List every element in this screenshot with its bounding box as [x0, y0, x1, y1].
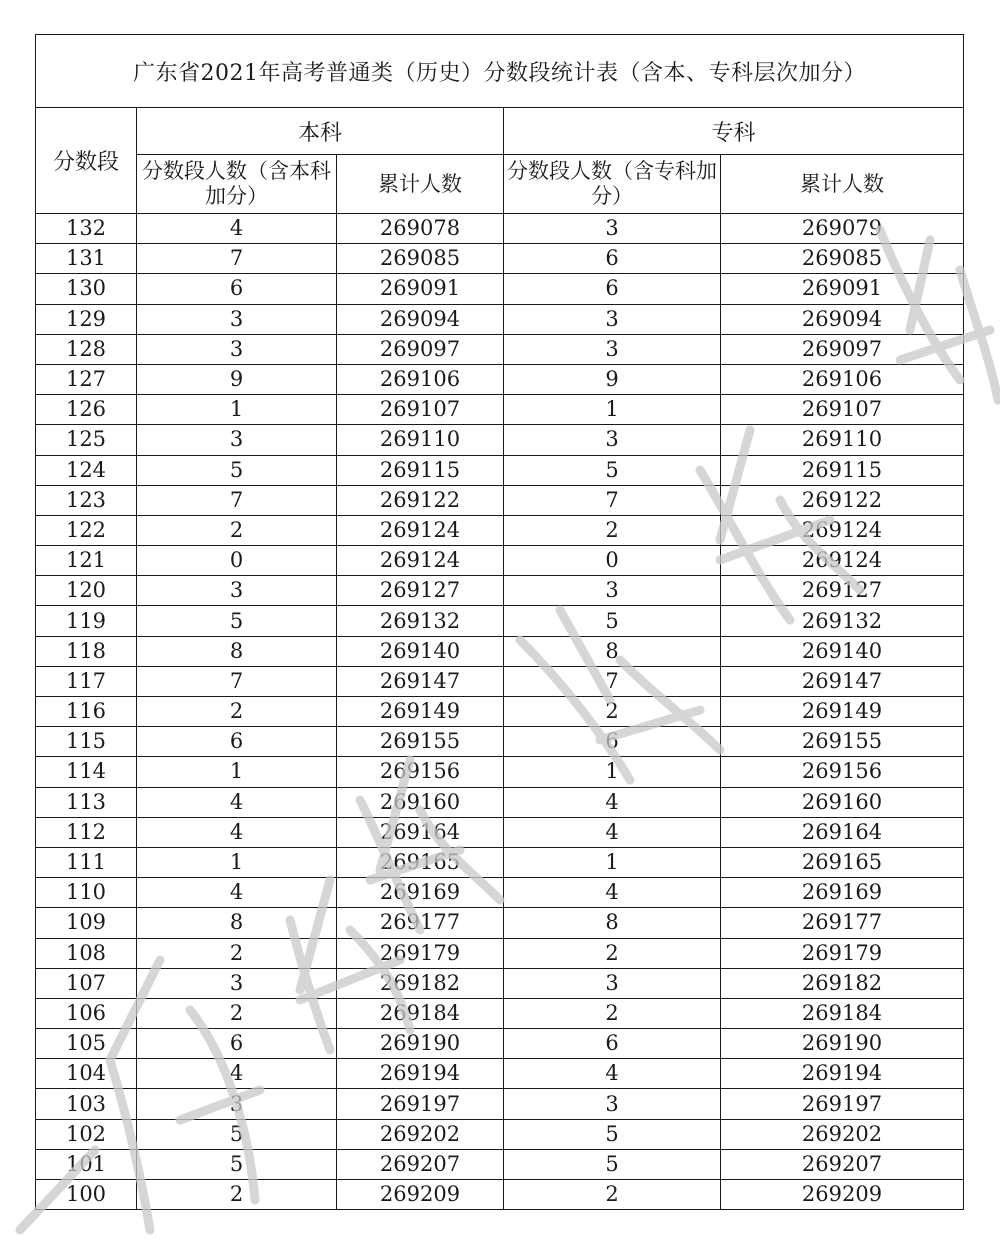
zhuanke-count-cell: 1 [504, 757, 721, 787]
zhuanke-cumulative-cell: 269197 [721, 1089, 964, 1119]
benke-cumulative-cell: 269160 [337, 787, 504, 817]
table-row [36, 606, 964, 636]
zhuanke-cumulative-cell: 269124 [721, 515, 964, 545]
table-row [36, 455, 964, 485]
table-row [36, 727, 964, 757]
zhuanke-count-cell: 4 [504, 878, 721, 908]
zhuanke-cumulative-cell: 269107 [721, 395, 964, 425]
benke-count-cell: 0 [137, 546, 337, 576]
zhuanke-cumulative-cell: 269140 [721, 636, 964, 666]
table-row [36, 364, 964, 394]
benke-cumulative-cell: 269190 [337, 1029, 504, 1059]
zhuanke-cumulative-cell: 269132 [721, 606, 964, 636]
benke-count-cell: 7 [137, 244, 337, 274]
benke-count-cell: 4 [137, 817, 337, 847]
zhuanke-cumulative-cell: 269209 [721, 1180, 964, 1210]
table-row [36, 515, 964, 545]
table-row [36, 1119, 964, 1149]
score-cell: 127 [36, 364, 137, 394]
table-row [36, 244, 964, 274]
score-cell: 102 [36, 1119, 137, 1149]
benke-count-cell: 3 [137, 968, 337, 998]
zhuanke-cumulative-cell: 269177 [721, 908, 964, 938]
table-row [36, 485, 964, 515]
header-zhuanke: 专科 [504, 108, 964, 155]
score-cell: 101 [36, 1149, 137, 1179]
table-row [36, 697, 964, 727]
zhuanke-count-cell: 2 [504, 697, 721, 727]
zhuanke-count-cell: 5 [504, 1149, 721, 1179]
benke-count-cell: 2 [137, 938, 337, 968]
benke-count-cell: 2 [137, 697, 337, 727]
zhuanke-cumulative-cell: 269165 [721, 847, 964, 877]
table-row [36, 1089, 964, 1119]
zhuanke-cumulative-cell: 269127 [721, 576, 964, 606]
zhuanke-count-cell: 3 [504, 304, 721, 334]
table-row [36, 666, 964, 696]
zhuanke-cumulative-cell: 269115 [721, 455, 964, 485]
zhuanke-count-cell: 4 [504, 1059, 721, 1089]
zhuanke-cumulative-cell: 269156 [721, 757, 964, 787]
score-cell: 122 [36, 515, 137, 545]
benke-count-cell: 5 [137, 1119, 337, 1149]
zhuanke-count-cell: 7 [504, 666, 721, 696]
benke-cumulative-cell: 269165 [337, 847, 504, 877]
score-cell: 130 [36, 274, 137, 304]
benke-cumulative-cell: 269124 [337, 515, 504, 545]
benke-count-cell: 2 [137, 998, 337, 1028]
score-cell: 125 [36, 425, 137, 455]
zhuanke-cumulative-cell: 269149 [721, 697, 964, 727]
zhuanke-count-cell: 6 [504, 244, 721, 274]
zhuanke-cumulative-cell: 269190 [721, 1029, 964, 1059]
zhuanke-count-cell: 2 [504, 998, 721, 1028]
table-row [36, 1180, 964, 1210]
zhuanke-cumulative-cell: 269106 [721, 364, 964, 394]
table-row [36, 817, 964, 847]
benke-count-cell: 1 [137, 847, 337, 877]
benke-count-cell: 5 [137, 1149, 337, 1179]
zhuanke-cumulative-cell: 269124 [721, 546, 964, 576]
score-cell: 105 [36, 1029, 137, 1059]
benke-count-cell: 8 [137, 908, 337, 938]
zhuanke-cumulative-cell: 269110 [721, 425, 964, 455]
zhuanke-cumulative-cell: 269155 [721, 727, 964, 757]
benke-count-cell: 3 [137, 304, 337, 334]
zhuanke-count-cell: 6 [504, 727, 721, 757]
table-row [36, 576, 964, 606]
zhuanke-cumulative-cell: 269091 [721, 274, 964, 304]
benke-cumulative-cell: 269106 [337, 364, 504, 394]
benke-count-cell: 2 [137, 1180, 337, 1210]
zhuanke-count-cell: 2 [504, 1180, 721, 1210]
table-row [36, 998, 964, 1028]
benke-count-cell: 5 [137, 606, 337, 636]
zhuanke-cumulative-cell: 269207 [721, 1149, 964, 1179]
zhuanke-count-cell: 3 [504, 214, 721, 244]
zhuanke-cumulative-cell: 269164 [721, 817, 964, 847]
zhuanke-cumulative-cell: 269202 [721, 1119, 964, 1149]
score-cell: 107 [36, 968, 137, 998]
zhuanke-count-cell: 1 [504, 847, 721, 877]
zhuanke-cumulative-cell: 269085 [721, 244, 964, 274]
zhuanke-cumulative-cell: 269147 [721, 666, 964, 696]
score-cell: 114 [36, 757, 137, 787]
zhuanke-cumulative-cell: 269184 [721, 998, 964, 1028]
table-row [36, 274, 964, 304]
benke-count-cell: 6 [137, 727, 337, 757]
zhuanke-cumulative-cell: 269179 [721, 938, 964, 968]
benke-cumulative-cell: 269127 [337, 576, 504, 606]
benke-cumulative-cell: 269097 [337, 334, 504, 364]
zhuanke-count-cell: 6 [504, 1029, 721, 1059]
benke-count-cell: 3 [137, 576, 337, 606]
benke-count-cell: 3 [137, 1089, 337, 1119]
zhuanke-count-cell: 6 [504, 274, 721, 304]
score-cell: 126 [36, 395, 137, 425]
zhuanke-count-cell: 1 [504, 395, 721, 425]
benke-cumulative-cell: 269115 [337, 455, 504, 485]
header-benke-cumulative: 累计人数 [337, 155, 504, 214]
score-cell: 121 [36, 546, 137, 576]
score-cell: 117 [36, 666, 137, 696]
benke-count-cell: 4 [137, 214, 337, 244]
benke-cumulative-cell: 269091 [337, 274, 504, 304]
score-cell: 109 [36, 908, 137, 938]
zhuanke-count-cell: 9 [504, 364, 721, 394]
benke-cumulative-cell: 269147 [337, 666, 504, 696]
benke-cumulative-cell: 269124 [337, 546, 504, 576]
benke-cumulative-cell: 269132 [337, 606, 504, 636]
benke-cumulative-cell: 269122 [337, 485, 504, 515]
table-row [36, 908, 964, 938]
score-cell: 131 [36, 244, 137, 274]
benke-count-cell: 4 [137, 787, 337, 817]
benke-count-cell: 1 [137, 395, 337, 425]
benke-cumulative-cell: 269177 [337, 908, 504, 938]
table-row [36, 334, 964, 364]
header-score-segment: 分数段 [36, 108, 137, 214]
score-cell: 128 [36, 334, 137, 364]
benke-cumulative-cell: 269164 [337, 817, 504, 847]
table-row [36, 304, 964, 334]
zhuanke-cumulative-cell: 269160 [721, 787, 964, 817]
table-row [36, 395, 964, 425]
benke-cumulative-cell: 269110 [337, 425, 504, 455]
benke-count-cell: 2 [137, 515, 337, 545]
benke-cumulative-cell: 269202 [337, 1119, 504, 1149]
benke-count-cell: 6 [137, 274, 337, 304]
benke-cumulative-cell: 269156 [337, 757, 504, 787]
score-cell: 129 [36, 304, 137, 334]
benke-count-cell: 5 [137, 455, 337, 485]
benke-cumulative-cell: 269149 [337, 697, 504, 727]
header-zhuanke-cumulative: 累计人数 [721, 155, 964, 214]
zhuanke-count-cell: 8 [504, 636, 721, 666]
zhuanke-cumulative-cell: 269094 [721, 304, 964, 334]
score-cell: 116 [36, 697, 137, 727]
benke-cumulative-cell: 269182 [337, 968, 504, 998]
zhuanke-count-cell: 8 [504, 908, 721, 938]
benke-cumulative-cell: 269184 [337, 998, 504, 1028]
zhuanke-count-cell: 5 [504, 1119, 721, 1149]
benke-count-cell: 7 [137, 666, 337, 696]
zhuanke-count-cell: 3 [504, 576, 721, 606]
benke-cumulative-cell: 269169 [337, 878, 504, 908]
benke-cumulative-cell: 269194 [337, 1059, 504, 1089]
zhuanke-cumulative-cell: 269122 [721, 485, 964, 515]
score-cell: 120 [36, 576, 137, 606]
score-cell: 123 [36, 485, 137, 515]
table-body [36, 214, 964, 1210]
zhuanke-count-cell: 3 [504, 1089, 721, 1119]
zhuanke-count-cell: 0 [504, 546, 721, 576]
benke-cumulative-cell: 269155 [337, 727, 504, 757]
benke-count-cell: 3 [137, 425, 337, 455]
zhuanke-count-cell: 3 [504, 334, 721, 364]
score-cell: 103 [36, 1089, 137, 1119]
benke-count-cell: 7 [137, 485, 337, 515]
benke-count-cell: 4 [137, 878, 337, 908]
table-title: 广东省2021年高考普通类（历史）分数段统计表（含本、专科层次加分） [36, 35, 964, 108]
zhuanke-cumulative-cell: 269097 [721, 334, 964, 364]
table-row [36, 787, 964, 817]
zhuanke-count-cell: 5 [504, 455, 721, 485]
score-distribution-table [35, 34, 964, 1210]
table-row [36, 938, 964, 968]
score-cell: 124 [36, 455, 137, 485]
benke-count-cell: 4 [137, 1059, 337, 1089]
zhuanke-cumulative-cell: 269194 [721, 1059, 964, 1089]
header-zhuanke-count: 分数段人数（含专科加分） [504, 155, 721, 214]
benke-cumulative-cell: 269207 [337, 1149, 504, 1179]
table-row [36, 878, 964, 908]
zhuanke-count-cell: 4 [504, 787, 721, 817]
zhuanke-count-cell: 5 [504, 606, 721, 636]
header-benke-count: 分数段人数（含本科加分） [137, 155, 337, 214]
zhuanke-cumulative-cell: 269169 [721, 878, 964, 908]
score-cell: 111 [36, 847, 137, 877]
table-row [36, 425, 964, 455]
score-cell: 108 [36, 938, 137, 968]
zhuanke-cumulative-cell: 269182 [721, 968, 964, 998]
zhuanke-count-cell: 3 [504, 968, 721, 998]
score-cell: 104 [36, 1059, 137, 1089]
benke-cumulative-cell: 269197 [337, 1089, 504, 1119]
benke-count-cell: 9 [137, 364, 337, 394]
table-row [36, 214, 964, 244]
table-row [36, 757, 964, 787]
table-row [36, 968, 964, 998]
benke-cumulative-cell: 269078 [337, 214, 504, 244]
zhuanke-cumulative-cell: 269079 [721, 214, 964, 244]
benke-count-cell: 6 [137, 1029, 337, 1059]
table-row [36, 847, 964, 877]
score-cell: 100 [36, 1180, 137, 1210]
table-row [36, 546, 964, 576]
header-benke: 本科 [137, 108, 504, 155]
benke-cumulative-cell: 269085 [337, 244, 504, 274]
benke-count-cell: 8 [137, 636, 337, 666]
zhuanke-count-cell: 2 [504, 515, 721, 545]
score-cell: 106 [36, 998, 137, 1028]
score-cell: 112 [36, 817, 137, 847]
score-cell: 132 [36, 214, 137, 244]
table-row [36, 636, 964, 666]
score-cell: 110 [36, 878, 137, 908]
table-row [36, 1059, 964, 1089]
score-cell: 115 [36, 727, 137, 757]
zhuanke-count-cell: 3 [504, 425, 721, 455]
benke-count-cell: 3 [137, 334, 337, 364]
score-cell: 118 [36, 636, 137, 666]
table-row [36, 1029, 964, 1059]
score-cell: 113 [36, 787, 137, 817]
table-row [36, 1149, 964, 1179]
benke-count-cell: 1 [137, 757, 337, 787]
benke-cumulative-cell: 269140 [337, 636, 504, 666]
zhuanke-count-cell: 4 [504, 817, 721, 847]
zhuanke-count-cell: 7 [504, 485, 721, 515]
benke-cumulative-cell: 269209 [337, 1180, 504, 1210]
score-cell: 119 [36, 606, 137, 636]
zhuanke-count-cell: 2 [504, 938, 721, 968]
benke-cumulative-cell: 269107 [337, 395, 504, 425]
benke-cumulative-cell: 269179 [337, 938, 504, 968]
benke-cumulative-cell: 269094 [337, 304, 504, 334]
